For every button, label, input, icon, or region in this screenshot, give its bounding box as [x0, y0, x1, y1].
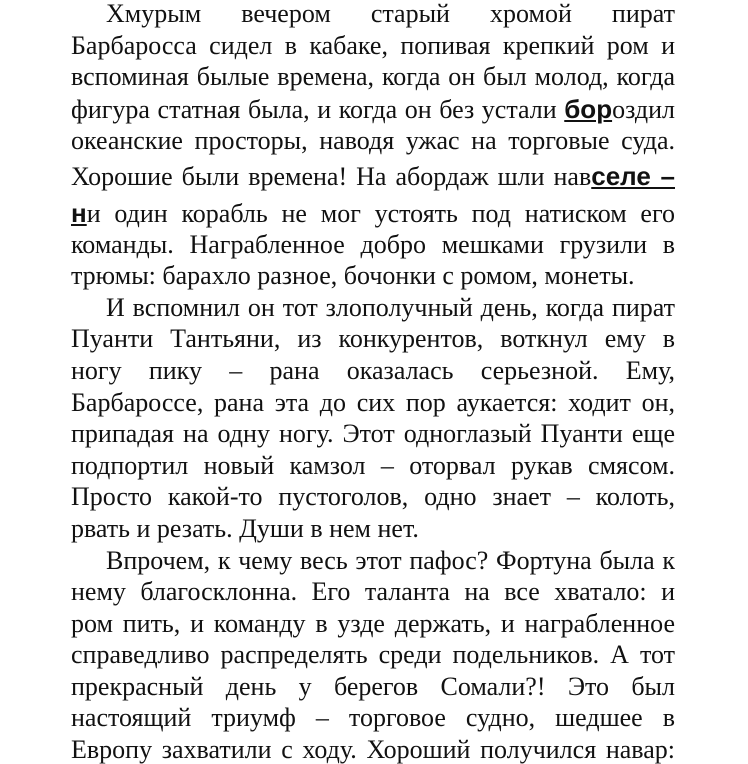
text-line: Хорошие были времена! На абордаж шли навселе – — [71, 161, 675, 191]
text-line: фигура статная была, и когда он без устали бороздил — [71, 94, 675, 124]
text-line: подпортил новый камзол – оторвал рукав смясом. — [71, 451, 675, 480]
text-line: прекрасный день у берегов Сомали?! Это был — [71, 672, 675, 701]
text-line: Впрочем, к чему весь этот пафос? Фортуна была к — [106, 546, 675, 575]
text-line: ром пить, и команду в узде держать, и награбленное — [71, 609, 675, 638]
text-line: Европу захватили с ходу. Хороший получился навар: — [71, 735, 675, 764]
text-line: припадая на одну ногу. Этот одноглазый Пуанти еще — [71, 419, 675, 448]
text-line: вспоминая былые времена, когда он был молод, когда — [71, 62, 675, 91]
highlighted-syllable: н — [71, 198, 87, 228]
highlighted-syllable: селе – — [591, 161, 675, 191]
text-line: Хмурым вечером старый хромой пират — [106, 0, 675, 28]
text-line: ни один корабль не мог устоять под натиском его — [71, 198, 675, 228]
text-line: настоящий триумф – торговое судно, шедшее в — [71, 703, 675, 732]
text-line: И вспомнил он тот злополучный день, когда пират — [106, 293, 675, 322]
text-line: команды. Награбленное добро мешками грузили в — [71, 230, 675, 259]
text-line: Просто какой-то пустоголов, одно знает – колоть, — [71, 482, 675, 511]
text-line: Пуанти Тантьяни, из конкурентов, воткнул ему в — [71, 324, 675, 353]
text-line: Барбаросса сидел в кабаке, попивая крепкий ром и — [71, 31, 675, 60]
text-line: справедливо распределять среди подельников. А тот — [71, 640, 675, 669]
text-line: рвать и резать. Души в нем нет. — [71, 514, 419, 543]
text-line: нему благосклонна. Его таланта на все хватало: и — [71, 577, 675, 606]
text-line: океанские просторы, наводя ужас на торговые суда. — [71, 126, 675, 155]
highlighted-syllable: бор — [564, 94, 613, 124]
text-line: ногу пику – рана оказалась серьезной. Ему, — [71, 356, 675, 385]
text-line: Барбароссе, рана эта до сих пор аукается: ходит он, — [71, 388, 675, 417]
text-line: трюмы: барахло разное, бочонки с ромом, монеты. — [71, 261, 635, 290]
